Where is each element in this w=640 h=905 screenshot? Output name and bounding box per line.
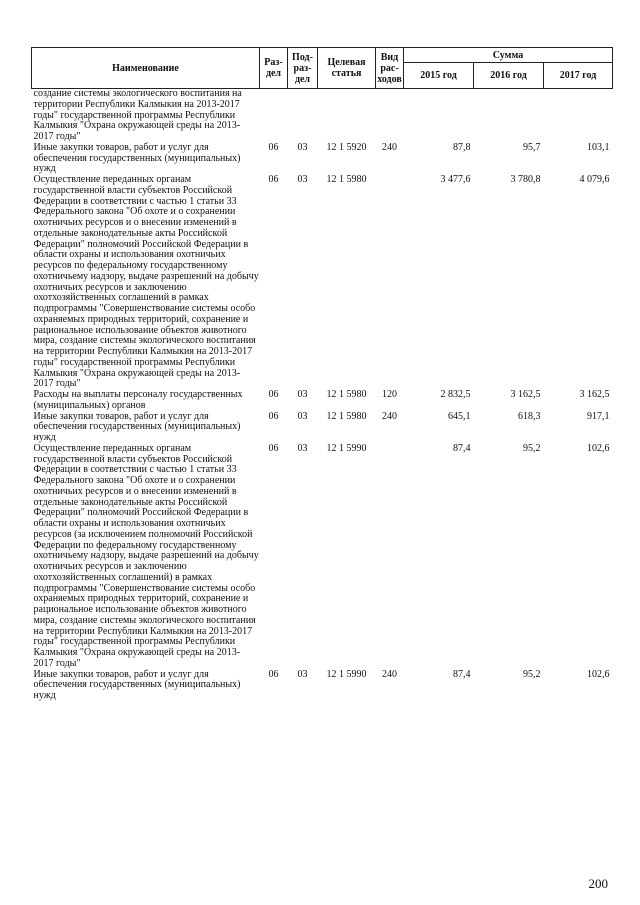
table-row — [32, 412, 613, 444]
row-target: 12 1 5980 — [326, 174, 367, 185]
row-name: Иные закупки товаров, работ и услуг для обеспечения государственных (муниципальных) нужд — [33, 668, 241, 701]
table-row — [32, 390, 613, 412]
row-2015 — [404, 89, 474, 143]
row-2016: 95,7 — [523, 141, 541, 153]
row-2016: 3 162,5 — [510, 389, 541, 400]
table-row — [32, 670, 613, 702]
row-2017: 4 079,6 — [579, 174, 610, 185]
row-vid: 240 — [382, 668, 397, 680]
row-razdel — [260, 89, 288, 143]
row-target: 12 1 5990 — [326, 442, 367, 454]
page-number: 200 — [588, 876, 608, 891]
row-vid: 240 — [382, 410, 397, 422]
header-target: Целевая статья — [318, 48, 376, 89]
budget-table-page — [31, 47, 612, 702]
header-2015: 2015 год — [404, 63, 474, 89]
row-razdel: 06 — [268, 141, 279, 153]
row-name: Иные закупки товаров, работ и услуг для обеспечения государственных (муниципальных) нужд — [33, 410, 241, 443]
row-name: Осуществление переданных органам государственной власти субъектов Российской Федерации в соответствии с частью 1 статьи 33 Федерального закона "Об охоте и о сохранении охотничьих ресурсов и о внесении изменений в отдельные законодательные акты Российской Федерации" полномочий Российской Федерации в области охраны и использования охотничьих ресурсов (за исключением полномочий Российской Федерации по федеральному государственному охотничьему надзору, выдаче разрешений на добычу охотничьих ресурсов и заключению охотхозяйственных соглашений) в рамках подпрограммы "Совершенствование системы особо охраняемых природных территорий, сохранение и рациональное использование объектов животного мира, создание системы экологического воспитания на территории Республики Калмыкия на 2013-2017 годы" государственной программы Республики Калмыкия "Охрана окружающей среды на 2013-2017 годы" — [33, 442, 259, 669]
row-2016: 3 780,8 — [510, 174, 541, 185]
row-2015: 87,8 — [453, 141, 471, 153]
row-razdel: 06 — [268, 410, 279, 422]
table-header — [32, 48, 613, 89]
header-2016: 2016 год — [474, 63, 544, 89]
budget-table — [31, 47, 613, 702]
row-vid — [376, 444, 404, 670]
row-podrazdel — [288, 89, 318, 143]
row-podrazdel: 03 — [297, 410, 308, 422]
row-name: Расходы на выплаты персоналу государственных (муниципальных) органов — [33, 389, 243, 411]
row-2017: 103,1 — [587, 141, 610, 153]
row-podrazdel: 03 — [297, 141, 308, 153]
row-razdel: 06 — [268, 389, 279, 400]
row-razdel: 06 — [268, 442, 279, 454]
row-target: 12 1 5980 — [326, 410, 367, 422]
table-row — [32, 89, 613, 143]
row-2016 — [474, 89, 544, 143]
row-target: 12 1 5990 — [326, 668, 367, 680]
header-razdel: Раз- дел — [260, 48, 288, 89]
row-vid — [376, 89, 404, 143]
header-summa: Сумма — [404, 48, 613, 63]
header-2017: 2017 год — [544, 63, 613, 89]
table-row — [32, 444, 613, 670]
row-razdel: 06 — [268, 174, 279, 185]
row-2017: 102,6 — [587, 442, 610, 454]
header-name: Наименование — [32, 48, 260, 89]
row-name: Иные закупки товаров, работ и услуг для обеспечения государственных (муниципальных) нужд — [33, 141, 241, 175]
row-2016: 95,2 — [523, 442, 541, 454]
row-podrazdel: 03 — [297, 442, 308, 454]
row-target: 12 1 5920 — [326, 141, 367, 153]
row-podrazdel: 03 — [297, 174, 308, 185]
row-vid: 240 — [382, 141, 397, 153]
table-body — [32, 89, 613, 702]
row-2015: 87,4 — [453, 668, 471, 680]
row-name: создание системы экологического воспитания на территории Республики Калмыкия на 2013-2017 годы" государственной программы Республики Калмыкия "Охрана окружающей среды на 2013-2017 годы" — [33, 88, 242, 142]
row-2015: 645,1 — [448, 410, 471, 422]
row-target: 12 1 5980 — [326, 389, 367, 400]
row-2017: 917,1 — [587, 410, 610, 422]
header-vid: Вид рас- ходов — [376, 48, 404, 89]
row-target — [318, 89, 376, 143]
header-podrazdel: Под- раз- дел — [288, 48, 318, 89]
row-2017 — [544, 89, 613, 143]
row-2015: 2 832,5 — [440, 389, 471, 400]
row-name: Осуществление переданных органам государственной власти субъектов Российской Федерации в соответствии с частью 1 статьи 33 Федерального закона "Об охоте и о сохранении охотничьих ресурсов и о внесении изменений в отдельные законодательные акты Российской Федерации" полномочий Российской Федерации в области охраны и использования охотничьих ресурсов по федеральному государственному охотничьему надзору, выдаче разрешений на добычу охотничьих ресурсов и заключению охотхозяйственных соглашений в рамках подпрограммы "Совершенствование системы особо охраняемых природных территорий, сохранение и рациональное использование объектов животного мира, создание системы экологического воспитания на территории Республики Калмыкия на 2013-2017 годы" государственной программы Республики Калмыкия "Охрана окружающей среды на 2013-2017 годы" — [33, 174, 259, 390]
row-2017: 3 162,5 — [579, 389, 610, 400]
table-row — [32, 143, 613, 175]
row-2016: 95,2 — [523, 668, 541, 680]
row-2015: 87,4 — [453, 442, 471, 454]
row-podrazdel: 03 — [297, 389, 308, 400]
row-2015: 3 477,6 — [440, 174, 471, 185]
row-podrazdel: 03 — [297, 668, 308, 680]
row-vid: 120 — [382, 389, 397, 400]
row-2016: 618,3 — [518, 410, 541, 422]
row-razdel: 06 — [268, 668, 279, 680]
table-row — [32, 175, 613, 390]
row-vid — [376, 175, 404, 390]
row-2017: 102,6 — [587, 668, 610, 680]
